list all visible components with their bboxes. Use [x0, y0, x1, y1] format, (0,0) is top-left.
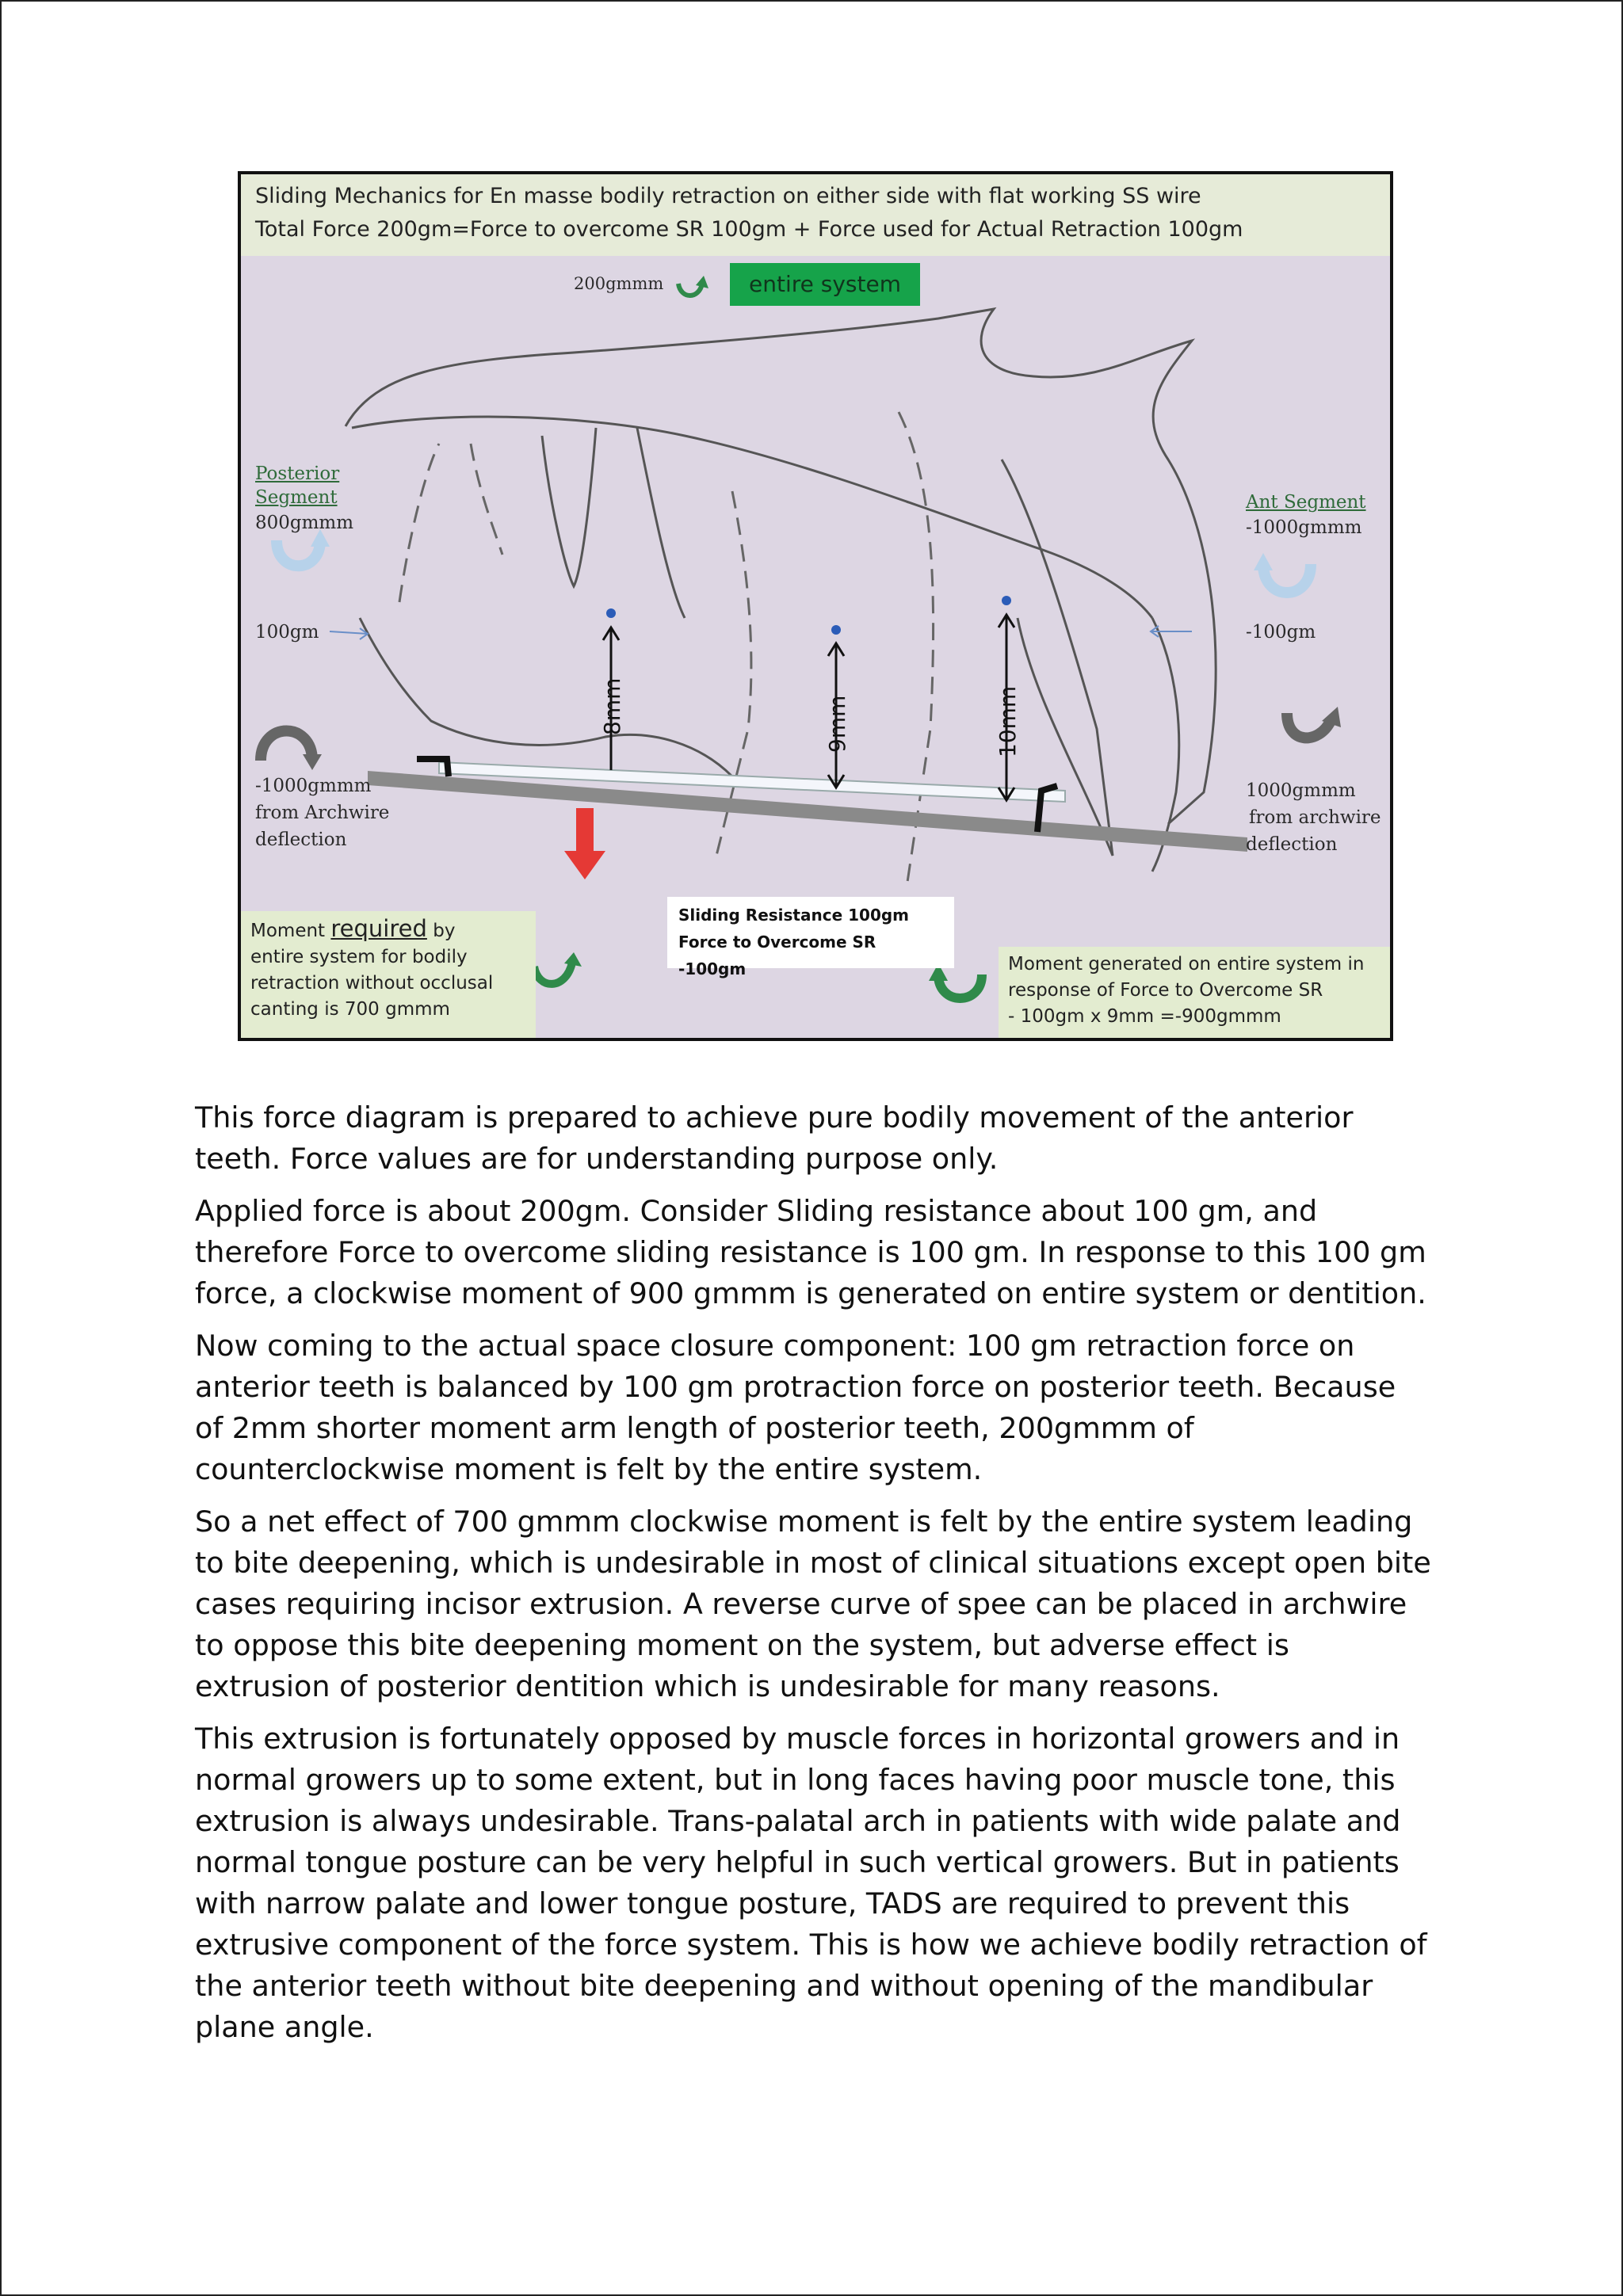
- moment-required-line-4: canting is 700 gmmm: [250, 999, 450, 1020]
- posterior-moment-label: 800gmmm: [255, 513, 354, 533]
- entire-system-label: entire system: [730, 263, 920, 306]
- anterior-wire-moment-label: 1000gmmm: [1246, 780, 1356, 801]
- figure-header: [241, 174, 1390, 256]
- posterior-segment-title-1: Posterior: [255, 463, 340, 484]
- moment-generated-line-1: Moment generated on entire system in: [1008, 954, 1365, 974]
- moment-required-line-2: entire system for bodily: [250, 947, 468, 967]
- header-line-1: Sliding Mechanics for En masse bodily retraction on either side with flat working SS wire: [255, 184, 1201, 208]
- red-force-arrow: [564, 808, 605, 879]
- molar-root-1: [399, 444, 439, 602]
- paragraph-1: This force diagram is prepared to achieve pure bodily movement of the anterior teeth. Force values are for understanding purpose only.: [195, 1100, 1354, 1176]
- explanation-text: [195, 1097, 1431, 2059]
- anterior-segment-title: Ant Segment: [1246, 492, 1366, 513]
- cr-dot-anterior: [1002, 596, 1011, 605]
- cr-dot-mid: [831, 625, 841, 635]
- anterior-wire-line-2: from archwire: [1249, 807, 1381, 828]
- posterior-force-arrow: [330, 631, 368, 634]
- moment-generated-line-3: - 100gm x 9mm =-900gmmm: [1008, 1006, 1281, 1027]
- paragraph-2: Applied force is about 200gm. Consider Sliding resistance about 100 gm, and therefore Force to overcome sliding resistance is 100 gm. In response to this 100 gm force, a clockwise moment of 900 gmmm is generated on entire system or dentition.: [195, 1194, 1426, 1310]
- distance-label-10mm: 10mm: [995, 685, 1021, 757]
- moment-required-emph: required: [330, 915, 427, 942]
- moment-generated-box: [999, 947, 1390, 1038]
- posterior-wire-line-3: deflection: [255, 830, 347, 850]
- moment-generated-line-2: response of Force to Overcome SR: [1008, 980, 1323, 1001]
- molar-crown: [360, 618, 732, 776]
- premolar-2: [637, 428, 685, 618]
- moment-required-suffix: by: [433, 921, 456, 941]
- force-diagram-figure: [238, 171, 1393, 1041]
- anterior-wire-line-3: deflection: [1246, 834, 1338, 855]
- distance-label-8mm: 8mm: [599, 677, 625, 735]
- anterior-moment-label: -1000gmmm: [1246, 517, 1362, 538]
- posterior-segment-title-2: Segment: [255, 487, 338, 508]
- paragraph-5: This extrusion is fortunately opposed by muscle forces in horizontal growers and in normal growers up to some extent, but in long faces having poor muscle tone, this extrusion is always undesirable. Trans-palatal arch in patients with wide palate and normal tongue posture can be very helpful in such vertical growers. But in patients with narrow palate and lower tongue posture, TADS are required to prevent this extrusive component of the force system. This is how we achieve bodily retraction of the anterior teeth without bite deepening and without opening of the mandibular plane angle.: [195, 1722, 1427, 2044]
- required-moment-arrow: [534, 963, 572, 984]
- moment-required-box: [241, 911, 536, 1038]
- molar-root-2: [471, 444, 502, 555]
- sliding-resistance-line-2: Force to Overcome SR -100gm: [678, 933, 876, 978]
- system-moment-label: 200gmmm: [574, 274, 664, 293]
- paragraph-4: So a net effect of 700 gmmm clockwise moment is felt by the entire system leading to bite deepening, which is undesirable in most of clinical situations except open bite cases requiring incisor extrusion. A reverse curve of spee can be placed in archwire to oppose this bite deepening moment on the system, but adverse effect is extrusion of posterior dentition which is undesirable for many reasons.: [195, 1505, 1431, 1703]
- header-line-2: Total Force 200gm=Force to overcome SR 100gm + Force used for Actual Retraction 100gm: [255, 217, 1243, 242]
- moment-required-prefix: Moment: [250, 921, 326, 941]
- anterior-wire-moment-arrow: [1287, 713, 1331, 738]
- premolar-1: [542, 428, 596, 586]
- moment-required-line-3: retraction without occlusal: [250, 973, 494, 994]
- cr-dot-posterior: [606, 608, 616, 618]
- posterior-wire-moment-label: -1000gmmm: [255, 776, 372, 796]
- distance-label-9mm: 9mm: [824, 695, 850, 753]
- posterior-force-label: 100gm: [255, 622, 319, 643]
- sliding-resistance-box: [667, 897, 954, 978]
- posterior-wire-line-2: from Archwire: [255, 803, 390, 823]
- sliding-resistance-line-1: Sliding Resistance 100gm: [678, 906, 910, 925]
- anterior-force-label: -100gm: [1246, 622, 1316, 643]
- paragraph-3: Now coming to the actual space closure component: 100 gm retraction force on anterior teeth is balanced by 100 gm protraction force on posterior teeth. Because of 2mm shorter moment arm length of posterior teeth, 200gmmm of counterclockwise moment is felt by the entire system.: [195, 1329, 1396, 1486]
